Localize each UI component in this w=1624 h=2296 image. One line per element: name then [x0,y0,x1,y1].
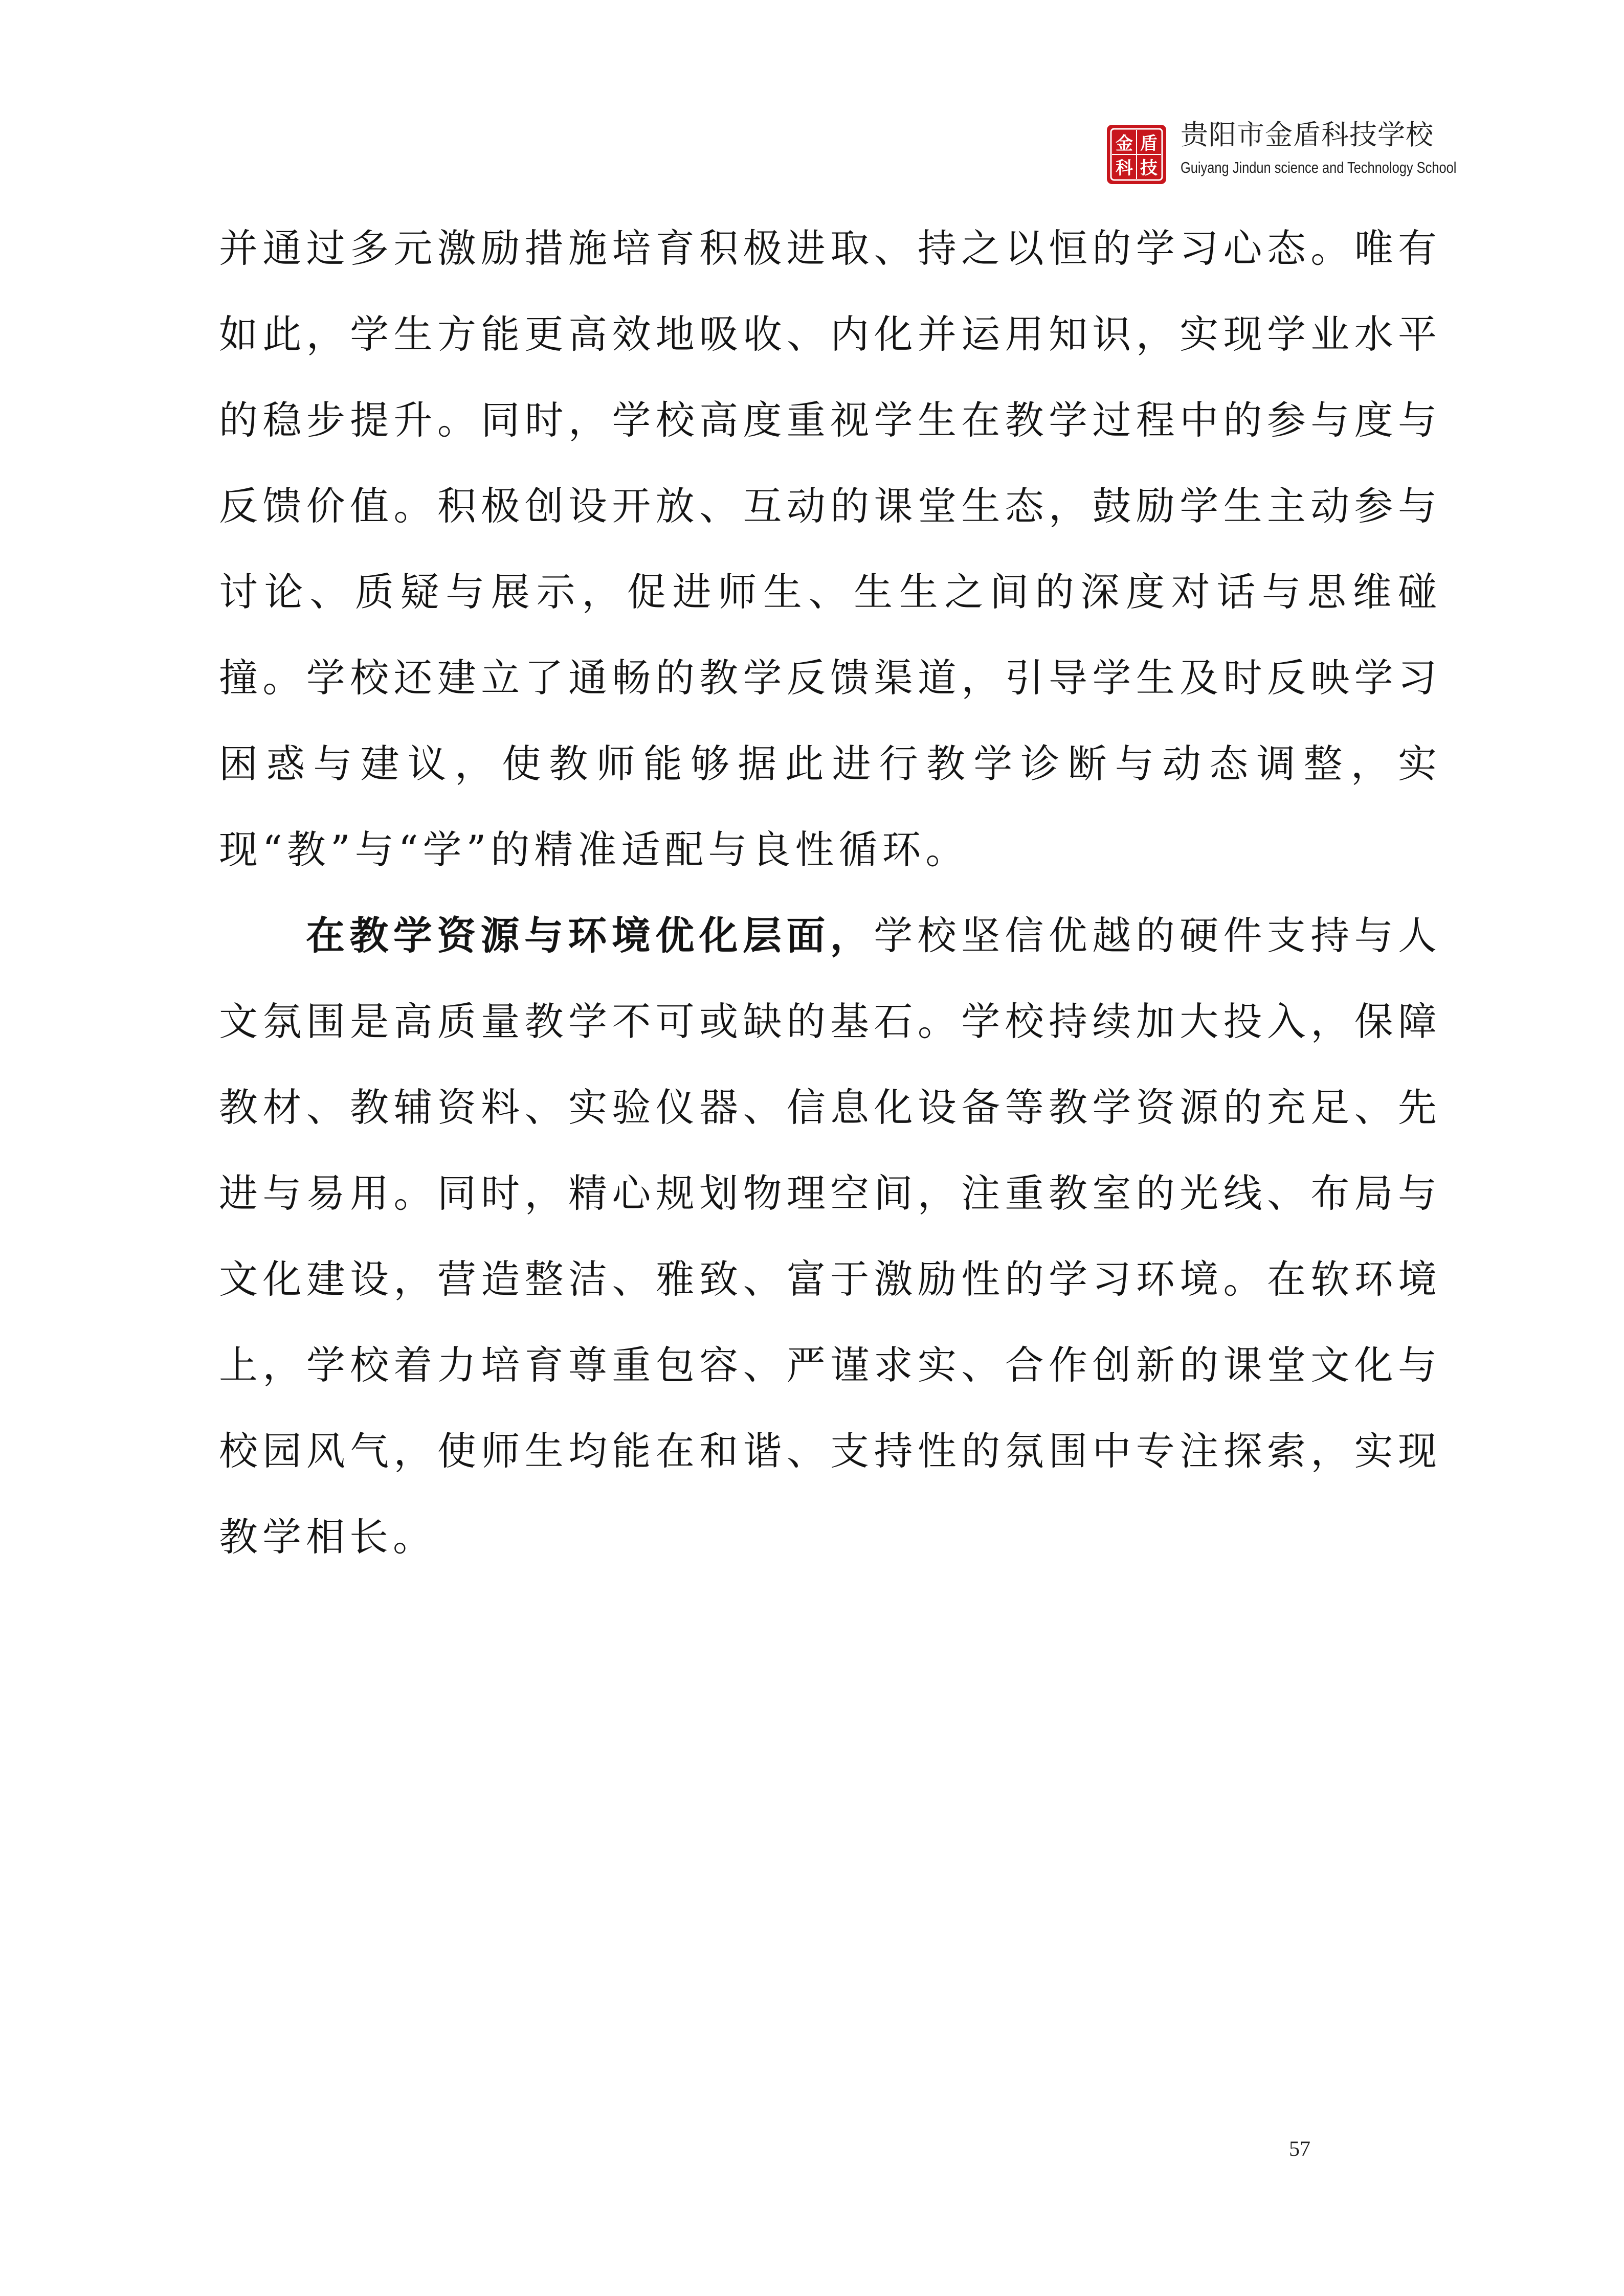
school-name-english: Guiyang Jindun science and Technology School [1181,159,1457,176]
page-number: 57 [1289,2137,1310,2161]
school-seal-logo [1105,123,1168,186]
school-name-chinese: 贵阳市金盾科技学校 [1181,119,1434,151]
paragraph-2-heading: 在教学资源与环境优化层面， [306,913,874,958]
paragraph-2 [219,893,1441,1580]
svg-text:科: 科 [1116,158,1133,178]
paragraph-1-text: 并通过多元激励措施培育积极进取、持之以恒的学习心态。唯有如此，学生方能更高效地吸收、内化并运用知识，实现学业水平的稳步提升。同时，学校高度重视学生在教学过程中的参与度与反馈价值。积极创设开放、互动的课堂生态，鼓励学生主动参与讨论、质疑与展示，促进师生、生生之间的深度对话与思维碰撞。学校还建立了通畅的教学反馈渠道，引导学生及时反映学习困惑与建议，使教师能够据此进行教学诊断与动态调整，实现“教”与“学”的精准适配与良性循环。 [219,226,1441,872]
svg-text:盾: 盾 [1140,133,1158,154]
body-text [219,206,1441,1580]
paragraph-1 [219,206,1441,893]
paragraph-2-text: 学校坚信优越的硬件支持与人文氛围是高质量教学不可或缺的基石。学校持续加大投入，保障教材、教辅资料、实验仪器、信息化设备等教学资源的充足、先进与易用。同时，精心规划物理空间，注重教室的光线、布局与文化建设，营造整洁、雅致、富于激励性的学习环境。在软环境上，学校着力培育尊重包容、严谨求实、合作创新的课堂文化与校园风气，使师生均能在和谐、支持性的氛围中专注探索，实现教学相长。 [219,913,1442,1560]
svg-text:金: 金 [1116,133,1133,154]
page-header [1105,117,1457,193]
svg-text:技: 技 [1140,158,1158,178]
